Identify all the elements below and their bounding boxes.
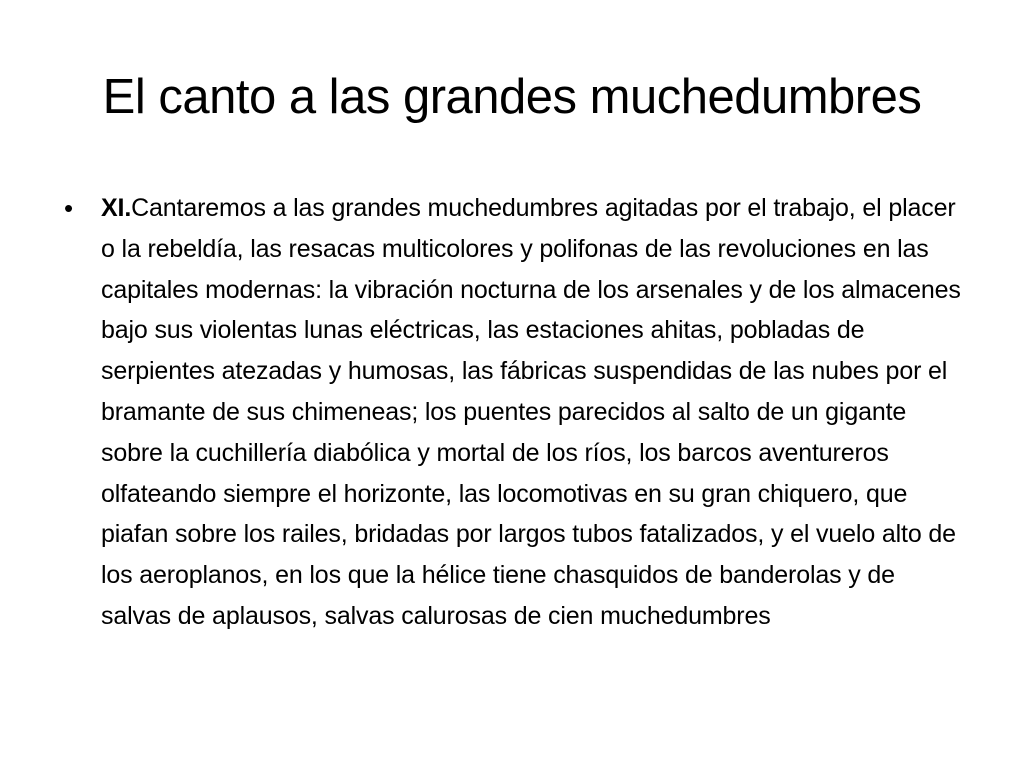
bullet-point-icon: •	[64, 193, 74, 223]
bullet-lead: XI.	[101, 194, 132, 222]
slide-body	[64, 188, 969, 637]
bullet-paragraph	[101, 188, 969, 637]
bullet-item	[64, 188, 969, 637]
slide-title: El canto a las grandes muchedumbres	[102, 70, 922, 124]
bullet-body-text: Cantaremos a las grandes muchedumbres agitadas por el trabajo, el placer o la rebeldía, las resacas multicolores y polifonas de las revoluciones en las capitales modernas: la vibración nocturna de los arsenales y de los almacenes bajo sus violentas lunas eléctricas, las estaciones ahitas, pobladas de serpientes atezadas y humosas, las fábricas suspendidas de las nubes por el bramante de sus chimeneas; los puentes parecidos al salto de un gigante sobre la cuchillería diabólica y mortal de los ríos, los barcos aventureros olfateando siempre el horizonte, las locomotivas en su gran chiquero, que piafan sobre los railes, bridadas por largos tubos fatalizados, y el vuelo alto de los aeroplanos, en los que la hélice tiene chasquidos de banderolas y de salvas de aplausos, salvas calurosas de cien muchedumbres	[101, 194, 961, 630]
